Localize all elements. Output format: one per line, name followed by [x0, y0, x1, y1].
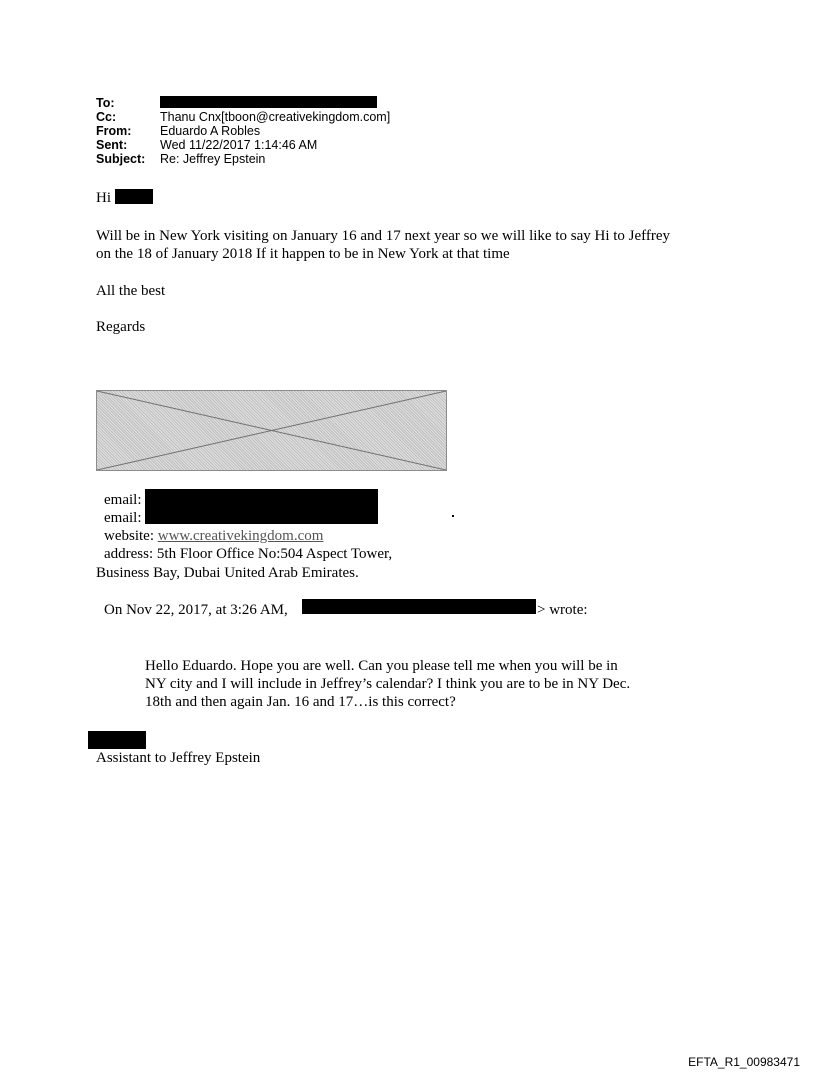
cc-value: Thanu Cnx[tboon@creativekingdom.com] [160, 110, 391, 124]
to-label: To: [96, 96, 115, 110]
website-line [104, 527, 323, 545]
address-line-1: address: 5th Floor Office No:504 Aspect Tower, [104, 546, 393, 562]
sent-label: Sent: [96, 138, 128, 152]
website-label: website: [104, 528, 154, 544]
from-value: Eduardo A Robles [160, 124, 261, 138]
email-redaction [145, 489, 378, 524]
subject-label: Subject: [96, 152, 146, 166]
closing-regards: Regards [96, 319, 146, 335]
from-label: From: [96, 124, 132, 138]
greeting-name-redaction [115, 189, 153, 204]
quoted-line-1: Hello Eduardo. Hope you are well. Can you please tell me when you will be in [145, 658, 618, 674]
to-redaction [160, 96, 377, 108]
missing-image-placeholder [96, 390, 447, 471]
quoted-line-2: NY city and I will include in Jeffrey’s calendar? I think you are to be in NY Dec. [145, 676, 631, 692]
document-id: EFTA_R1_00983471 [688, 1055, 800, 1069]
body-line-1: Will be in New York visiting on January 16 and 17 next year so we will like to say Hi to Jeffrey [96, 228, 671, 244]
quoted-sender-redaction [302, 599, 536, 614]
sender-title: Assistant to Jeffrey Epstein [96, 750, 261, 766]
subject-value: Re: Jeffrey Epstein [160, 152, 266, 166]
quoted-intro-suffix: > wrote: [537, 602, 588, 618]
body-line-2: on the 18 of January 2018 If it happen to be in New York at that time [96, 246, 510, 262]
sender-name-redaction [88, 731, 146, 749]
email-label-1: email: [104, 492, 142, 508]
address-line-2: Business Bay, Dubai United Arab Emirates. [96, 565, 359, 581]
sent-value: Wed 11/22/2017 1:14:46 AM [160, 138, 318, 152]
email-label-2: email: [104, 510, 142, 526]
quoted-line-3: 18th and then again Jan. 16 and 17…is this correct? [145, 694, 456, 710]
stray-dot [452, 515, 454, 517]
website-link[interactable]: www.creativekingdom.com [157, 528, 324, 544]
closing-all-the-best: All the best [96, 283, 166, 299]
greeting: Hi [96, 190, 111, 206]
cc-label: Cc: [96, 110, 117, 124]
quoted-intro-prefix: On Nov 22, 2017, at 3:26 AM, [104, 602, 288, 618]
broken-image-icon [97, 391, 446, 470]
